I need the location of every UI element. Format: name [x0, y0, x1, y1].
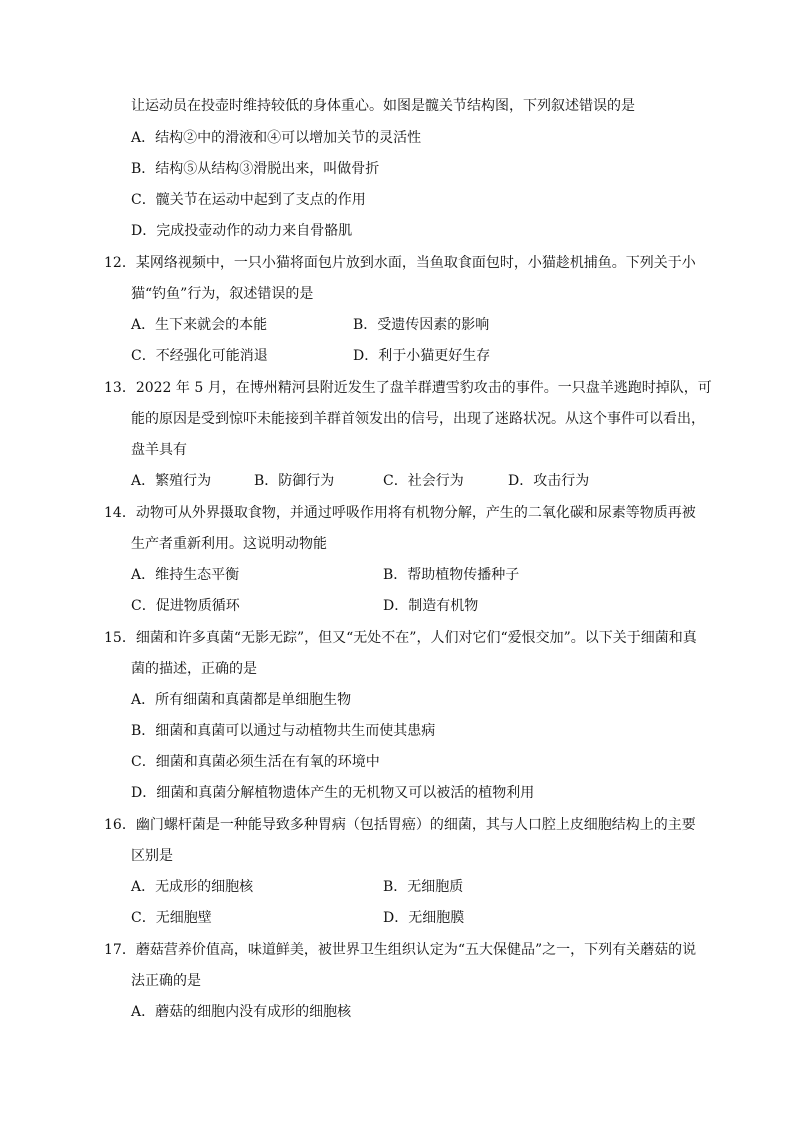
q16-option-c: C．无细胞壁 — [131, 910, 212, 926]
q15-stem-line2: 菌的描述，正确的是 — [131, 661, 257, 677]
q15-option-b: B．细菌和真菌可以通过与动植物共生而使其患病 — [131, 723, 436, 739]
q13-option-d: D．攻击行为 — [508, 473, 590, 489]
q16-option-d: D．无细胞膜 — [383, 910, 465, 926]
q16-option-b: B．无细胞质 — [383, 879, 464, 895]
q11-option-c: C．髋关节在运动中起到了支点的作用 — [131, 192, 366, 208]
q11-option-a: A．结构②中的滑液和④可以增加关节的灵活性 — [131, 130, 422, 146]
q13-option-a: A．繁殖行为 — [131, 473, 212, 489]
q12-stem-line2: 猫“钓鱼”行为，叙述错误的是 — [131, 286, 314, 302]
q14-option-d: D．制造有机物 — [383, 598, 479, 614]
q14-option-a: A．维持生态平衡 — [131, 567, 240, 583]
q14-stem-line2: 生产者重新利用。这说明动物能 — [131, 536, 327, 552]
q12-option-a: A．生下来就会的本能 — [131, 317, 268, 333]
q11-stem: 让运动员在投壶时维持较低的身体重心。如图是髋关节结构图，下列叙述错误的是 — [131, 98, 635, 114]
q14-stem-line1: 14．动物可从外界摄取食物，并通过呼吸作用将有机物分解，产生的二氧化碳和尿素等物质再被 — [104, 505, 696, 521]
q16-stem-line1: 16．幽门螺杆菌是一种能导致多种胃病（包括胃癌）的细菌，其与人口腔上皮细胞结构上的主要 — [104, 817, 696, 833]
q11-option-b: B．结构⑤从结构③滑脱出来，叫做骨折 — [131, 161, 380, 177]
q13-option-b: B．防御行为 — [254, 473, 335, 489]
q12-stem-line1: 12．某网络视频中，一只小猫将面包片放到水面，当鱼取食面包时，小猫趁机捕鱼。下列关于小 — [104, 255, 696, 271]
q13-stem-line2: 能的原因是受到惊吓未能接到羊群首领发出的信号，出现了迷路状况。从这个事件可以看出， — [131, 411, 705, 427]
q15-option-d: D．细菌和真菌分解植物遗体产生的无机物又可以被活的植物利用 — [131, 785, 535, 801]
q16-stem-line2: 区别是 — [131, 848, 173, 864]
q17-option-a: A．蘑菇的细胞内没有成形的细胞核 — [131, 1004, 352, 1020]
q13-stem-line1: 13．2022 年 5 月，在博州精河县附近发生了盘羊群遭雪豹攻击的事件。一只盘羊逃跑时掉队，可 — [104, 380, 712, 396]
q14-option-c: C．促进物质循环 — [131, 598, 240, 614]
q17-stem-line2: 法正确的是 — [131, 973, 201, 989]
q17-stem-line1: 17．蘑菇营养价值高，味道鲜美，被世界卫生组织认定为“五大保健品”之一，下列有关蘑菇的说 — [104, 942, 697, 958]
q12-option-d: D．利于小猫更好生存 — [353, 348, 491, 364]
q14-option-b: B．帮助植物传播种子 — [383, 567, 520, 583]
q16-option-a: A．无成形的细胞核 — [131, 879, 254, 895]
q12-option-b: B．受遗传因素的影响 — [353, 317, 490, 333]
q11-option-d: D．完成投壶动作的动力来自骨骼肌 — [131, 223, 353, 239]
q15-option-a: A．所有细菌和真菌都是单细胞生物 — [131, 692, 352, 708]
q13-stem-line3: 盘羊具有 — [131, 442, 187, 458]
q12-option-c: C．不经强化可能消退 — [131, 348, 268, 364]
q15-stem-line1: 15．细菌和许多真菌“无影无踪”，但又“无处不在”，人们对它们“爱恨交加”。以下关于细菌和真 — [104, 630, 697, 646]
q15-option-c: C．细菌和真菌必须生活在有氧的环境中 — [131, 754, 380, 770]
q13-option-c: C．社会行为 — [383, 473, 464, 489]
